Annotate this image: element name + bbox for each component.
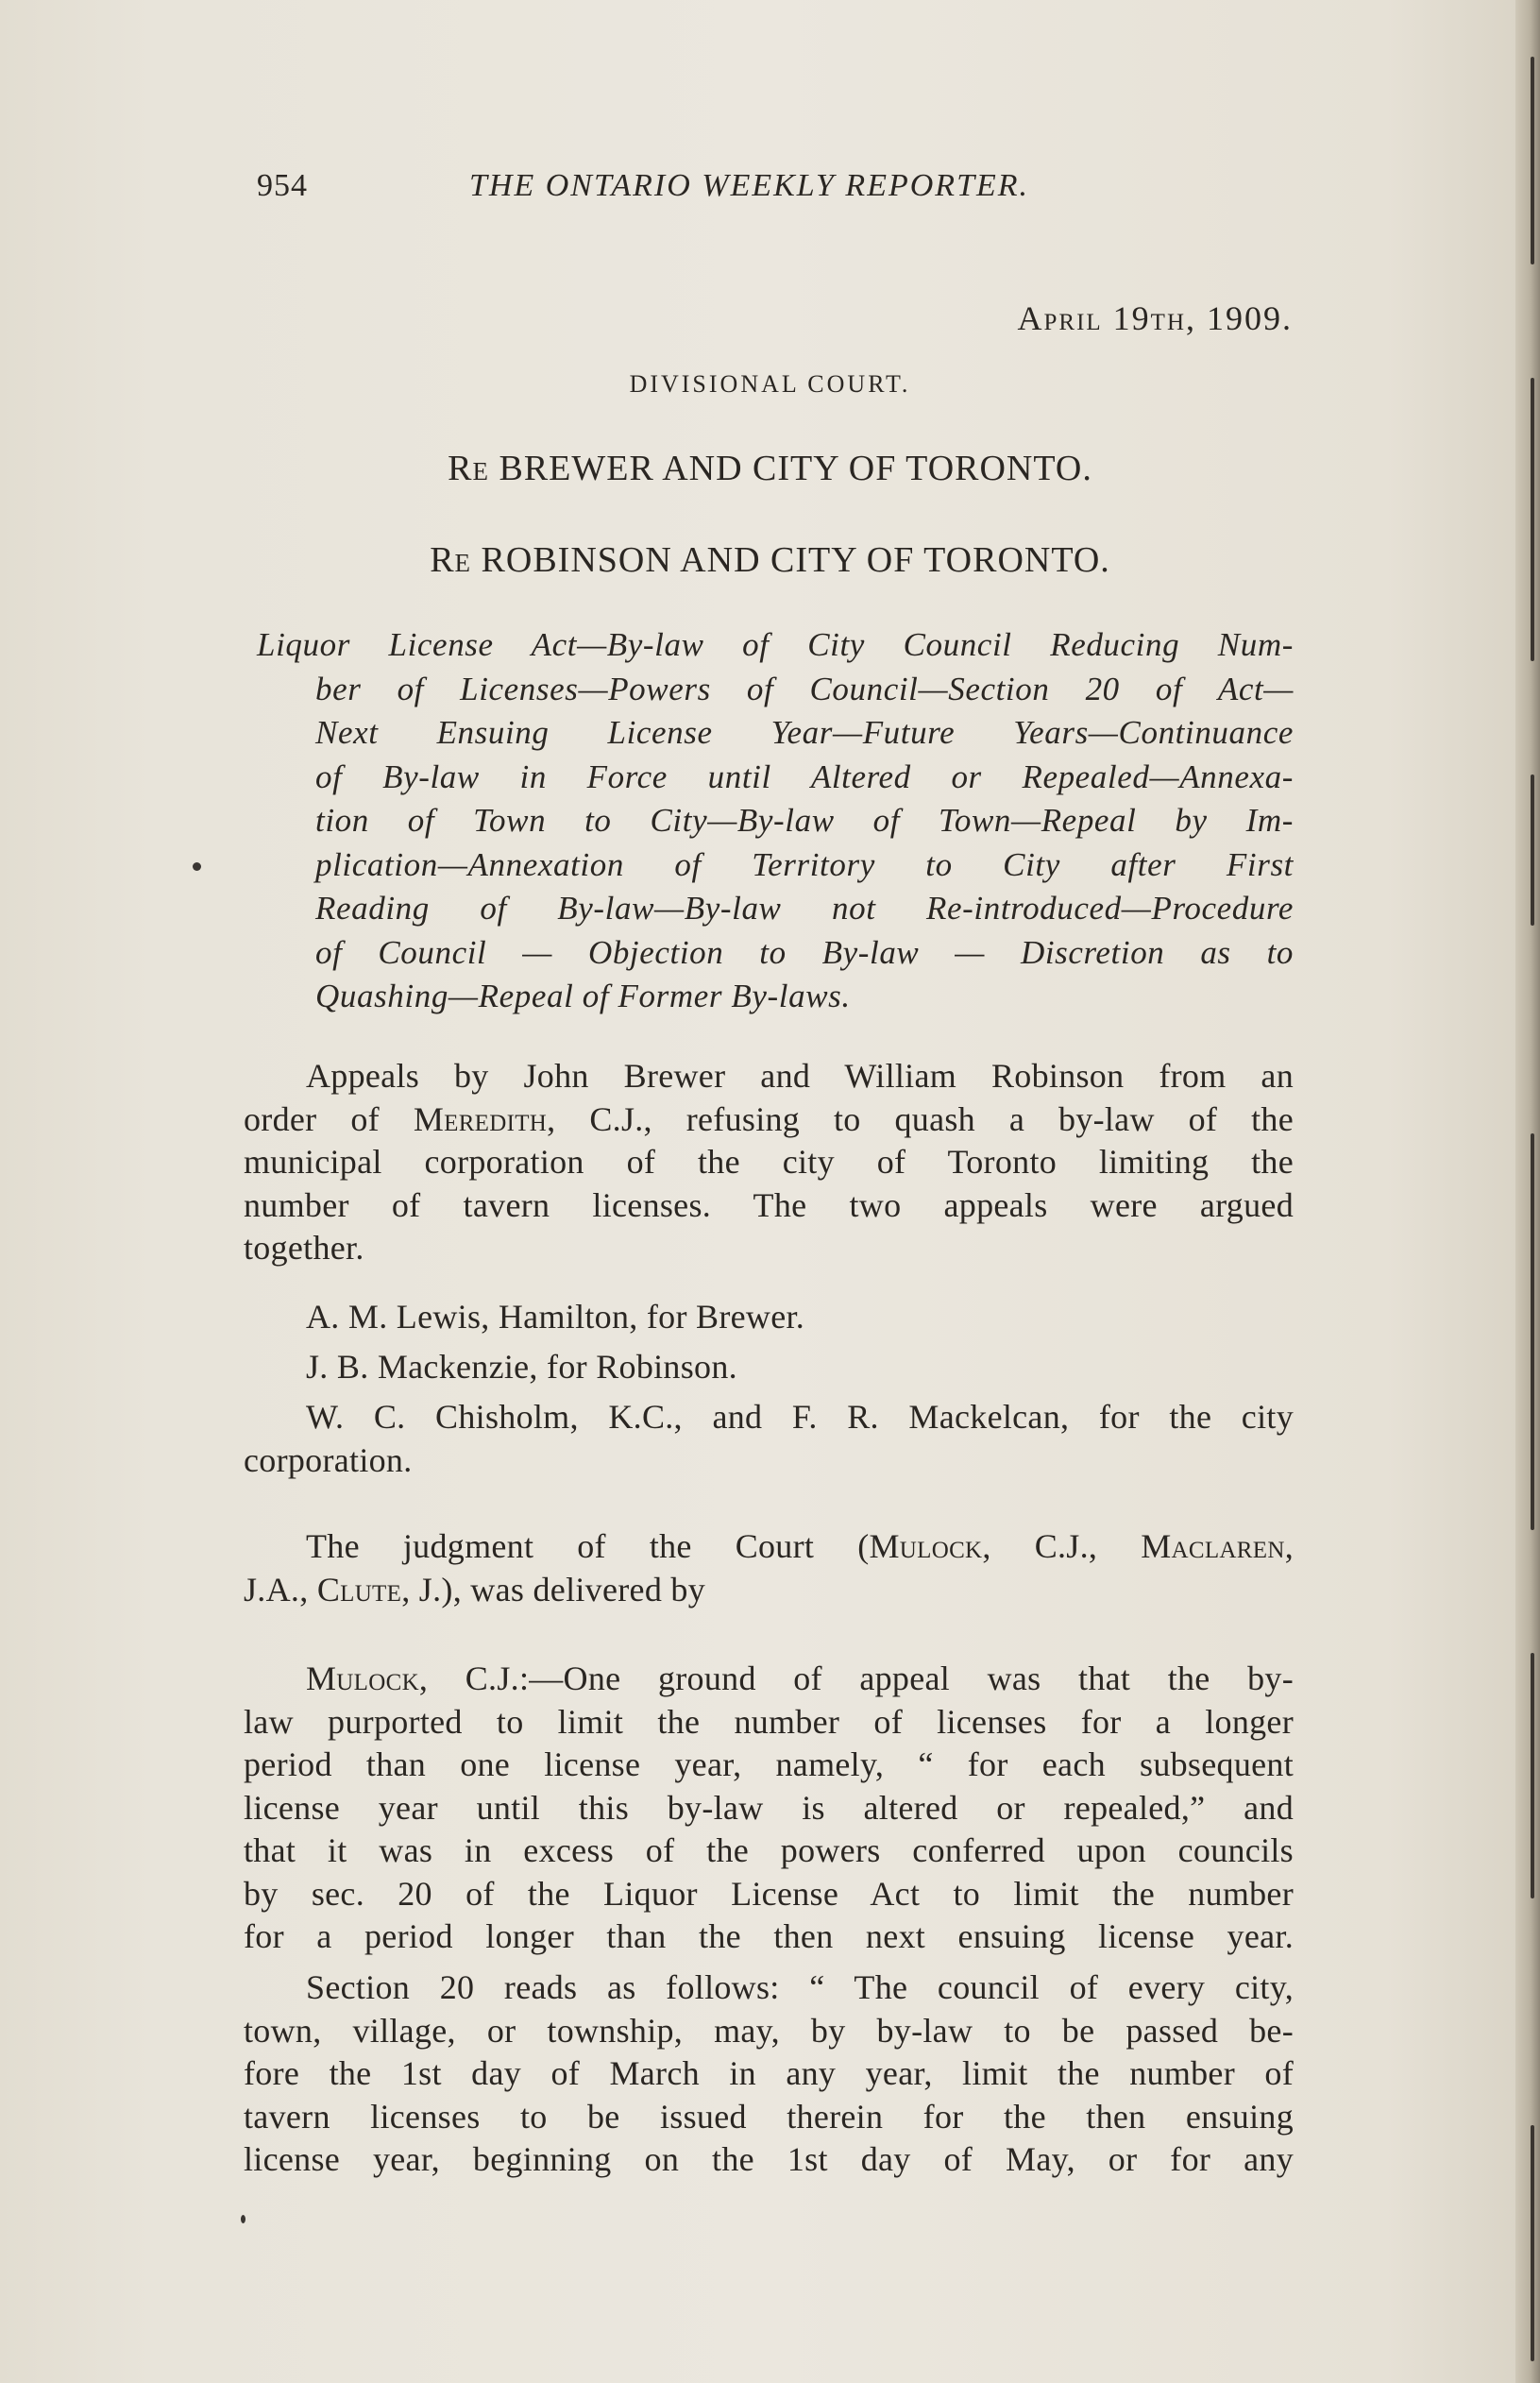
judge-name: Mulock [306,1660,419,1697]
text-line: that it was in excess of the powers conferred upon councils [244,1831,1294,1869]
text-line: license year, beginning on the 1st day of May, or for any [244,2140,1294,2178]
court-name: DIVISIONAL COURT. [629,370,911,398]
headnote-line: plication—Annexation of Territory to City after First [315,845,1294,883]
text-line: Section 20 reads as follows: “ The council of every city, [306,1968,1294,2006]
headnote-line: Liquor License Act—By-law of City Council Reducing Num- [257,626,1294,663]
headnote-line: of By-law in Force until Altered or Repealed—Annexa- [315,757,1294,795]
opinion-paragraph [244,1658,1294,1959]
judge-name: Meredith [413,1099,548,1138]
edge-line [1531,378,1534,661]
judgment-paragraph [244,1525,1294,1611]
text-line: for a period longer than the then next ensuing license year. [244,1917,1294,1955]
counsel-line [244,1396,1294,1482]
page-number: 954 [257,168,308,203]
text-run: J.A., [244,1570,317,1609]
counsel-line [244,1296,1294,1339]
text-line: by sec. 20 of the Liquor License Act to limit the number [244,1874,1294,1913]
text-line [244,1525,1294,1569]
ink-speck [193,862,201,871]
case-title [0,448,1540,489]
case-title [0,539,1540,581]
judge-name: Mulock [869,1527,983,1565]
running-header [257,168,1295,213]
text-line: A. M. Lewis, Hamilton, for Brewer. [306,1298,805,1336]
text-line: municipal corporation of the city of Toronto limiting the [244,1143,1294,1181]
ink-speck [241,2215,245,2223]
headnote-line: Quashing—Repeal of Former By-laws. [315,978,851,1014]
text-line: number of tavern licenses. The two appeals were argued [244,1185,1294,1224]
text-line: fore the 1st day of March in any year, limit the number of [244,2054,1294,2092]
text-run: , C.J., refusing to quash a by-law of the [547,1099,1294,1138]
text-run: , J.), was delivered by [401,1570,706,1609]
text-line: period than one license year, namely, “ for each subsequent [244,1745,1294,1783]
text-line: law purported to limit the number of licenses for a longer [244,1702,1294,1741]
decision-date: April 19th, 1909. [1017,299,1293,337]
text-run: , [1284,1527,1294,1565]
text-line: W. C. Chisholm, K.C., and F. R. Mackelcan, for the city [306,1398,1294,1436]
edge-line [1531,2125,1534,2361]
judge-name: Maclaren [1141,1527,1285,1565]
text-run: order of [244,1099,414,1138]
headnote-line: Reading of By-law—By-law not Re-introduced—Procedure [315,890,1294,927]
case-name: BREWER AND CITY OF TORONTO. [488,449,1092,488]
text-line: tavern licenses to be issued therein for the then ensuing [244,2097,1294,2136]
case-prefix: Re [430,540,472,580]
edge-line [1531,774,1534,926]
judge-name: Clute [316,1570,402,1609]
text-line: corporation. [244,1440,413,1479]
appeal-paragraph [244,1055,1294,1270]
case-prefix: Re [448,449,489,488]
case-name: ROBINSON AND CITY OF TORONTO. [471,540,1110,580]
headnote-line: Next Ensuing License Year—Future Years—Continuance [315,714,1294,751]
edge-line [1531,57,1534,264]
headnote-line: of Council — Objection to By-law — Discretion as to [315,933,1294,971]
text-run: The judgment of the Court ( [306,1527,870,1565]
journal-title: THE ONTARIO WEEKLY REPORTER. [469,168,1030,203]
headnote [257,623,1294,1019]
text-line [244,1569,1294,1612]
headnote-line: tion of Town to City—By-law of Town—Repeal by Im- [315,802,1294,839]
text-line: together. [244,1229,364,1267]
text-line: town, village, or township, may, by by-law to be passed be- [244,2011,1294,2050]
text-line: J. B. Mackenzie, for Robinson. [306,1348,737,1386]
page-edge [1515,0,1540,2383]
edge-line [1531,1133,1534,1530]
section20-paragraph [244,1966,1294,2182]
counsel-line [244,1346,1294,1389]
text-line [244,1098,1294,1142]
text-line: license year until this by-law is altered or repealed,” and [244,1788,1294,1827]
text-run: , C.J.:—One ground of appeal was that the by- [418,1660,1294,1697]
text-run: , C.J., [982,1527,1142,1565]
text-line [244,1658,1294,1701]
text-line: Appeals by John Brewer and William Robinson from an [306,1057,1294,1095]
edge-line [1531,1653,1534,1898]
headnote-line: ber of Licenses—Powers of Council—Section 20 of Act— [315,670,1294,707]
